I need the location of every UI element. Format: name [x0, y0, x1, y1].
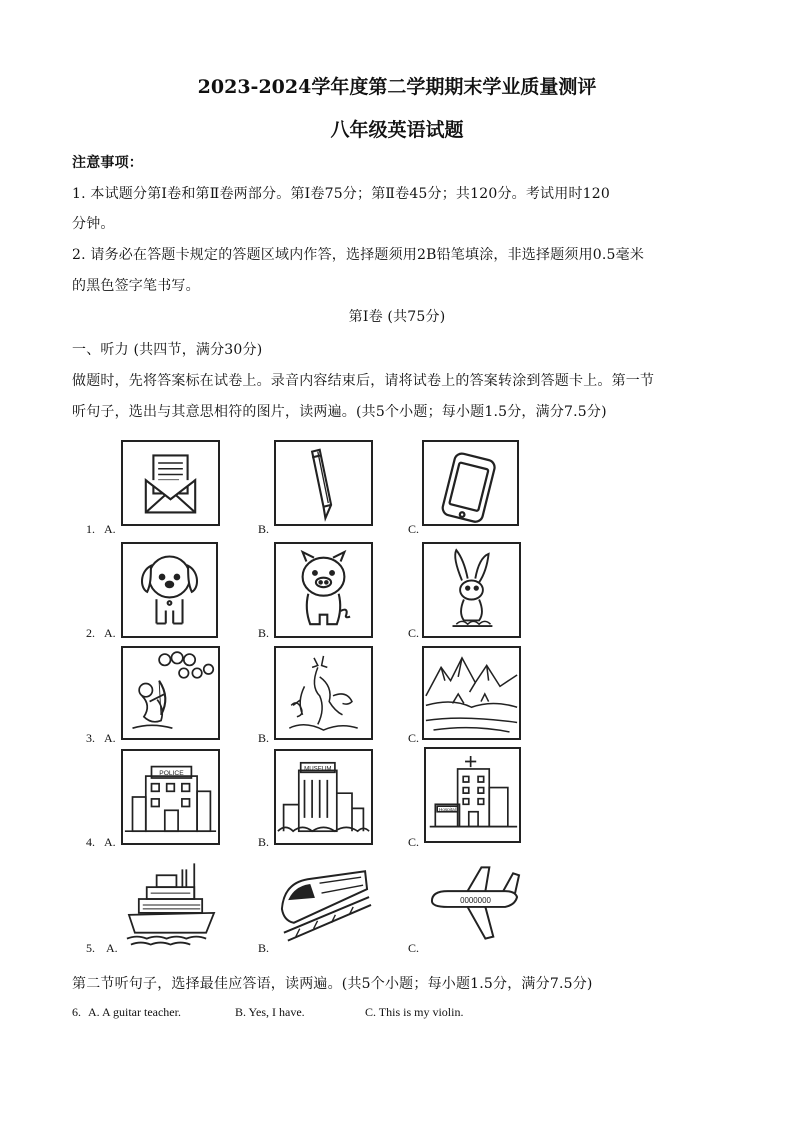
police-sign: POLICE [159, 770, 184, 778]
question-number: 2. [86, 626, 95, 640]
museum-sign: MUSEUM [304, 765, 332, 773]
pig-icon[interactable] [274, 542, 373, 638]
option-label-b: B. [258, 626, 270, 640]
question-number: 4. [86, 835, 95, 849]
ship-icon[interactable] [121, 853, 220, 949]
exam-subtitle: 八年级英语试题 [330, 119, 464, 141]
rabbit-icon[interactable] [422, 542, 521, 638]
question-6-number: 6. [72, 1005, 81, 1019]
option-label-a: A. [104, 522, 116, 536]
note-1-line-2: 分钟。 [72, 216, 115, 232]
exam-title: 2023-2024学年度第二学期期末学业质量测评 [197, 76, 597, 98]
question-6-option-a[interactable]: A. A guitar teacher. [88, 1005, 181, 1019]
instructions-line-1: 做题时，先将答案标在试卷上。录音内容结束后，请将试卷上的答案转涂到答题卡上。第一节 [72, 373, 655, 389]
option-label-b: B. [258, 835, 270, 849]
notes-heading: 注意事项： [72, 155, 143, 171]
option-label-b: B. [258, 941, 270, 955]
fairy-deer-icon[interactable] [274, 646, 373, 740]
option-label-c: C. [408, 941, 420, 955]
section-2-heading: 第二节听句子，选择最佳应答语，读两遍。(共5个小题；每小题1.5分，满分7.5分) [72, 976, 593, 992]
plane-windows: 0000000 [460, 895, 491, 905]
envelope-letter-icon[interactable] [121, 440, 220, 526]
option-label-b: B. [258, 731, 270, 745]
hospital-icon[interactable] [424, 747, 521, 843]
section-1-heading: 第Ⅰ卷 (共75分) [348, 309, 446, 325]
train-icon[interactable] [274, 853, 373, 949]
pencil-icon[interactable] [274, 440, 373, 526]
museum-icon[interactable] [274, 749, 373, 845]
option-label-a: A. [104, 731, 116, 745]
hospital-sign: Hospital [438, 806, 456, 812]
mountain-landscape-icon[interactable] [422, 646, 521, 740]
puppy-icon[interactable] [121, 542, 218, 638]
smartphone-icon[interactable] [422, 440, 519, 526]
question-number: 1. [86, 522, 95, 536]
option-label-c: C. [408, 522, 420, 536]
police-station-icon[interactable] [121, 749, 220, 845]
option-label-a: A. [104, 835, 116, 849]
archer-monkey-icon[interactable] [121, 646, 220, 740]
note-1-line-1: 1. 本试题分第Ⅰ卷和第Ⅱ卷两部分。第Ⅰ卷75分；第Ⅱ卷45分；共120分。考试用时120 [72, 186, 610, 202]
note-2-line-2: 的黑色签字笔书写。 [72, 278, 200, 294]
question-6-option-b[interactable]: B. Yes, I have. [235, 1005, 305, 1019]
option-label-a: A. [104, 626, 116, 640]
option-label-c: C. [408, 626, 420, 640]
option-label-c: C. [408, 731, 420, 745]
listening-heading: 一、听力 (共四节，满分30分) [72, 342, 263, 358]
instructions-line-2: 听句子，选出与其意思相符的图片，读两遍。(共5个小题；每小题1.5分，满分7.5分) [72, 404, 607, 420]
question-number: 3. [86, 731, 95, 745]
question-6-option-c[interactable]: C. This is my violin. [365, 1005, 464, 1019]
option-label-b: B. [258, 522, 270, 536]
question-number: 5. [86, 941, 95, 955]
note-2-line-1: 2. 请务必在答题卡规定的答题区域内作答，选择题须用2B铅笔填涂，非选择题须用0.5毫米 [72, 247, 645, 263]
airplane-icon[interactable] [424, 853, 523, 949]
option-label-c: C. [408, 835, 420, 849]
option-label-a: A. [106, 941, 118, 955]
